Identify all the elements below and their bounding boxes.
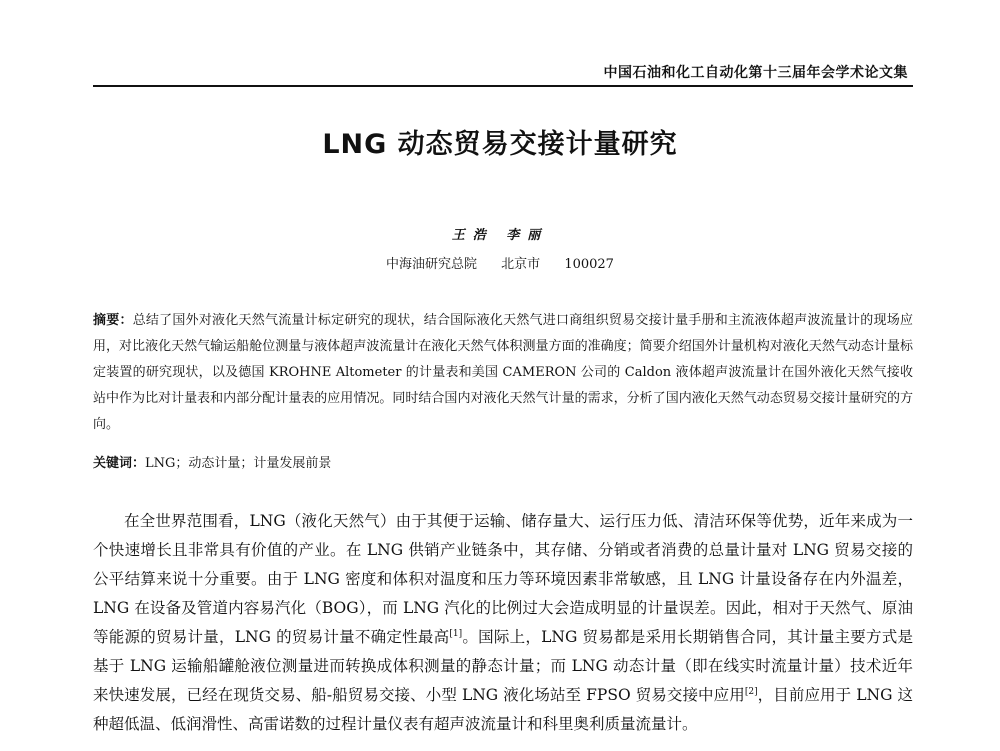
body-text-part3: ，目前应用于 LNG 这种超低温、低润滑性、高雷诺数的过程计量仪表有超声波流量计和科里奥利质量流量计。 (93, 686, 914, 733)
citation-ref-2[interactable]: [2] (744, 686, 758, 697)
body-text-part2: 。国际上，LNG 贸易都是采用长期销售合同，其计量主要方式是基于 LNG 运输船罐舱液位测量进而转换成体积测量的静态计量；而 LNG 动态计量（即在线实时流量计量）技术近年来快速发展，已经在现货交易、船-船贸易交接、小型 LNG 液化场站至 FPSO 贸易交接中应用 (93, 628, 913, 704)
citation-ref-1[interactable]: [1] (449, 628, 463, 639)
affiliation (0, 253, 1000, 272)
affiliation-postcode: 100027 (564, 257, 614, 272)
body-paragraph (93, 507, 913, 739)
keywords-text: LNG；动态计量；计量发展前景 (145, 456, 332, 471)
keywords (93, 451, 913, 477)
paper-title: LNG 动态贸易交接计量研究 (322, 129, 678, 160)
authors: 王浩 李丽 (451, 228, 549, 243)
affiliation-institution: 中海油研究总院 (386, 257, 478, 272)
body-text-part1: 在全世界范围看，LNG（液化天然气）由于其便于运输、储存量大、运行压力低、清洁环保等优势，近年来成为一个快速增长且非常具有价值的产业。在 LNG 供销产业链条中，其存储、分销或者消费的总量计量对 LNG 贸易交接的公平结算来说十分重要。由于 LNG 密度和体积对温度和压力等环境因素非常敏感，且 LNG 计量设备存在内外温差，LNG 在设备及管道内容易汽化（BOG），而 LNG 汽化的比例过大会造成明显的计量误差。因此，相对于天然气、原油等能源的贸易计量，LNG 的贸易计量不确定性最高 (93, 512, 913, 646)
affiliation-city: 北京市 (501, 257, 541, 272)
abstract-label: 摘要： (93, 313, 133, 328)
abstract (93, 308, 913, 438)
keywords-label: 关键词： (93, 456, 146, 471)
header-rule (93, 85, 913, 87)
running-header: 中国石油和化工自动化第十三届年会学术论文集 (603, 65, 908, 81)
abstract-text: 总结了国外对液化天然气流量计标定研究的现状，结合国际液化天然气进口商组织贸易交接计量手册和主流液体超声波流量计的现场应用，对比液化天然气输运船舱位测量与液体超声波流量计在液化天然气体积测量方面的准确度；简要介绍国外计量机构对液化天然气动态计量标定装置的研究现状，以及德国 KROHNE Altometer 的计量表和美国 CAMERON 公司的 Caldon 液体超声波流量计在国外液化天然气接收站中作为比对计量表和内部分配计量表的应用情况。同时结合国内对液化天然气计量的需求，分析了国内液化天然气动态贸易交接计量研究的方向。 (93, 313, 913, 432)
